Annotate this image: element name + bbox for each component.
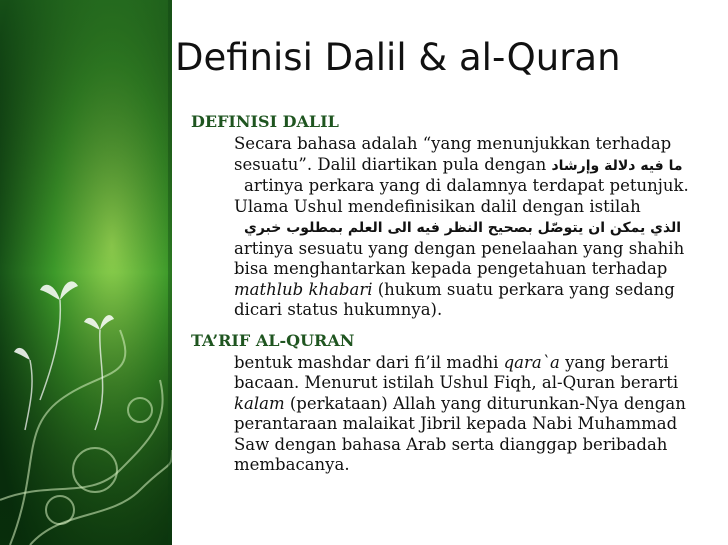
decorative-side-panel (0, 0, 172, 545)
heading-definisi-dalil: DEFINISI DALIL (191, 112, 339, 131)
slide-content (191, 112, 711, 476)
text-span: artinya sesuatu yang dengan penelaahan yang shahih bisa menghantarkan kepada pengetahuan terhadap (234, 238, 685, 278)
emphasis: mathlub khabari (234, 279, 373, 299)
emphasis: qara`a (503, 352, 560, 372)
arabic-definition: الذي يمكن ان يتوصّل بصحيح النظر فيه الى العلم بمطلوب خبري (244, 220, 682, 236)
slide-title: Definisi Dalil & al-Quran (175, 36, 621, 79)
arabic-term: ما فيه دلالة وإرشاد (551, 157, 683, 174)
paragraph-tarif-al-quran (234, 353, 711, 476)
text-span: artinya perkara yang di dalamnya terdapat petunjuk. Ulama Ushul mendefinisikan dalil dengan istilah (234, 176, 689, 216)
heading-tarif-al-quran: TA’RIF AL-QURAN (191, 330, 355, 350)
text-span: yang berarti bacaan. Menurut istilah Ushul Fiqh, al-Quran berarti (234, 352, 679, 392)
paragraph-definisi-dalil (234, 134, 711, 321)
text-span: (hukum suatu perkara yang sedang dicari status hukumnya). (234, 279, 675, 319)
text-span: Secara bahasa adalah “yang menunjukkan terhadap sesuatu”. Dalil diartikan pula dengan (234, 134, 672, 174)
text-span: (perkataan) Allah yang diturunkan-Nya dengan perantaraan malaikat Jibril kepada Nabi Muhammad Saw dengan bahasa Arab serta dianggap beribadah membacanya. (234, 393, 686, 474)
emphasis: kalam (234, 393, 285, 413)
text-span: bentuk mashdar dari fi’il madhi (234, 352, 504, 372)
